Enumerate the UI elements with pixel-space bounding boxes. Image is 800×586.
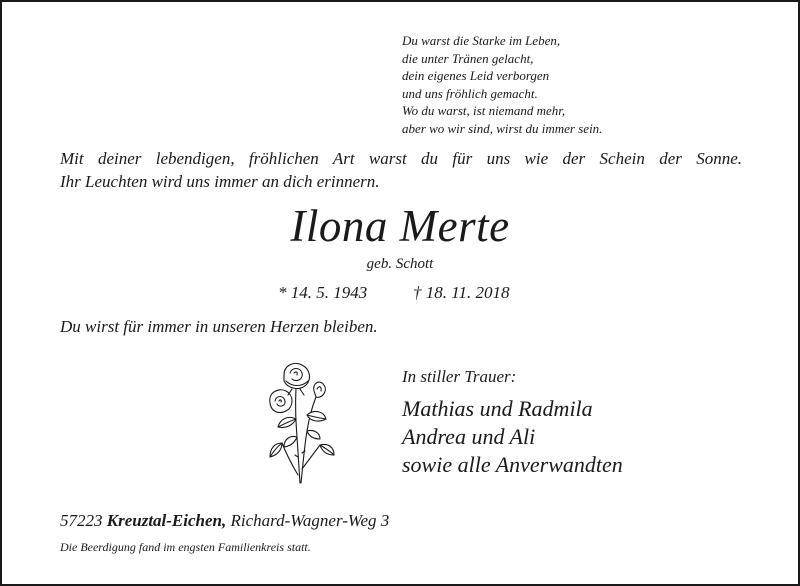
poem <box>402 32 602 138</box>
poem-line: Wo du warst, ist niemand mehr, <box>402 103 566 119</box>
mourning-label: In stiller Trauer: <box>402 367 517 386</box>
remembrance-text: Du wirst für immer in unseren Herzen bleiben. <box>60 317 378 336</box>
mourner-list <box>402 395 623 479</box>
rose-illustration-icon <box>262 357 340 487</box>
mourner-name: Mathias und Radmila <box>402 396 593 421</box>
address-city: Kreuztal-Eichen, <box>106 511 227 530</box>
funeral-note: Die Beerdigung fand im engsten Familienkreis statt. <box>60 540 311 554</box>
deceased-name: Ilona Merte <box>290 201 510 251</box>
address-street: Richard-Wagner-Weg 3 <box>230 511 390 530</box>
intro-line: Ihr Leuchten wird uns immer an dich erinnern. <box>60 172 380 191</box>
birth-date: * 14. 5. 1943 <box>278 283 368 302</box>
mourner-name: Andrea und Ali <box>402 424 536 449</box>
poem-line: dein eigenes Leid verborgen <box>402 68 550 84</box>
death-date: † 18. 11. 2018 <box>413 283 510 302</box>
address <box>60 510 389 532</box>
maiden-name: geb. Schott <box>366 256 434 272</box>
poem-line: und uns fröhlich gemacht. <box>402 85 538 101</box>
mourner-name: sowie alle Anverwandten <box>402 452 623 477</box>
intro-text <box>60 147 742 193</box>
address-zip: 57223 <box>60 511 103 530</box>
poem-line: aber wo wir sind, wirst du immer sein. <box>402 120 603 136</box>
poem-line: die unter Tränen gelacht, <box>402 50 534 66</box>
intro-line: Mit deiner lebendigen, fröhlichen Art warst du für uns wie der Schein der Sonne. <box>60 149 742 168</box>
poem-line: Du warst die Starke im Leben, <box>402 33 561 48</box>
